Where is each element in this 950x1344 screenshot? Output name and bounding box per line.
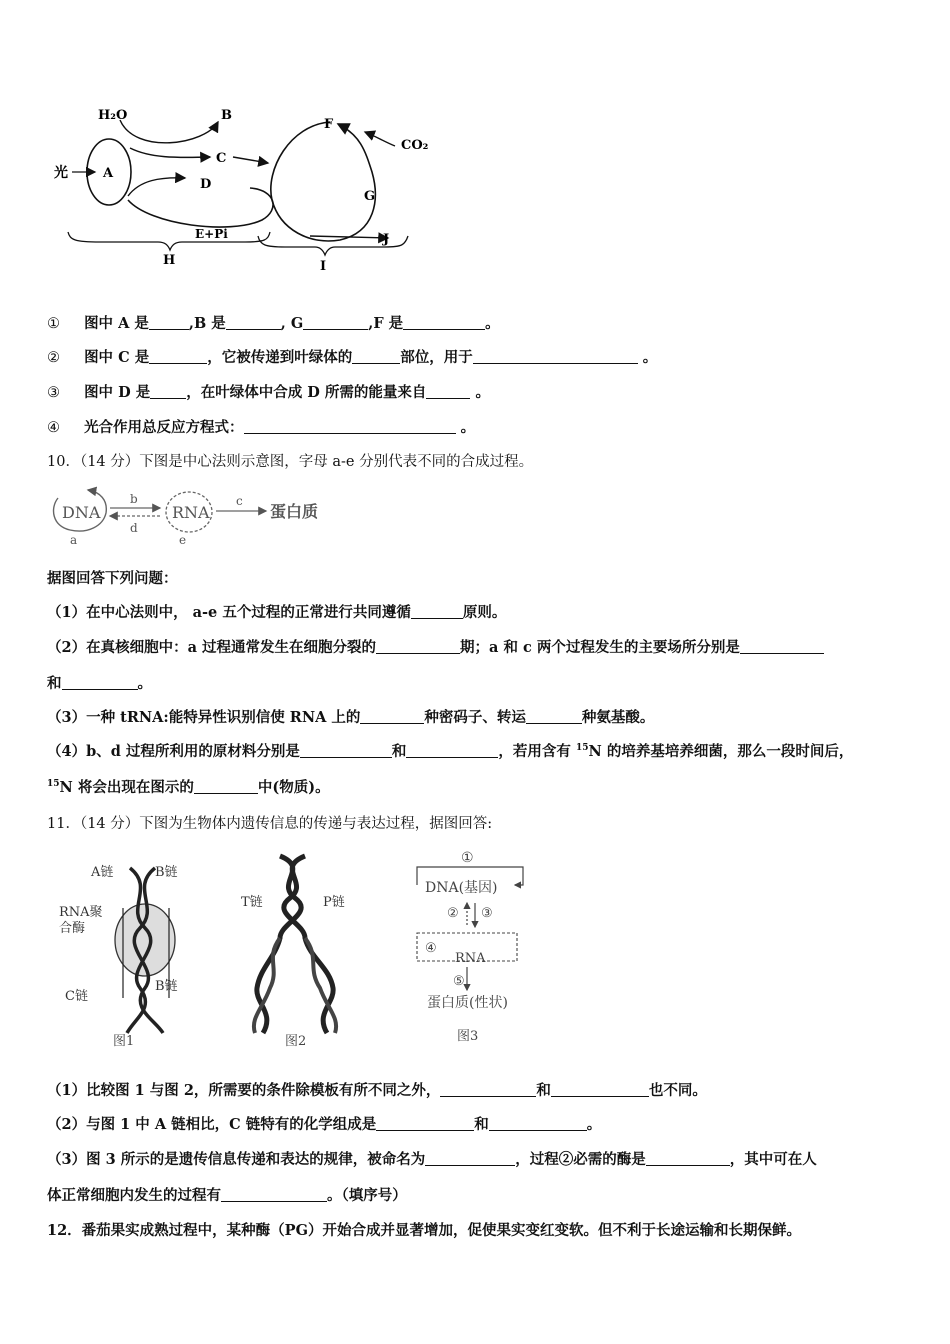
q9-item-2-text-4: 。 (637, 349, 658, 366)
central-dogma-diagram (48, 478, 348, 548)
q9-item-3-num: ③ (47, 385, 60, 401)
q9-blank-g[interactable] (303, 315, 368, 330)
fig1-a-chain: A链 (91, 865, 114, 880)
q11-sub-3-cont-text-1: 体正常细胞内发生的过程有 (47, 1187, 221, 1204)
q9-blank-d[interactable] (150, 384, 186, 399)
q10-sub-1 (47, 601, 506, 622)
q10-blank-principle[interactable] (411, 604, 463, 619)
q10-blank-b-material[interactable] (300, 743, 392, 758)
fig1-rna-pol: RNA聚 (59, 905, 103, 920)
label-g: G (364, 189, 376, 204)
q9-item-4-text-1: 光合作用总反应方程式： (84, 419, 244, 436)
q10-sub-2-text-1: （2）在真核细胞中：a 过程通常发生在细胞分裂的 (47, 639, 377, 656)
q10-sub-2-cont-text-2: 。 (137, 675, 152, 692)
fig3-n4: ④ (425, 941, 437, 956)
q10-blank-site-a[interactable] (740, 639, 824, 654)
q10-sub-4-text-3: ，若用含有 (498, 743, 576, 760)
q11-sub-2 (47, 1113, 601, 1134)
q11-blank-rule[interactable] (425, 1151, 515, 1166)
q10-sub-3-text-1: （3）一种 tRNA:能特异性识别信使 RNA 上的 (47, 709, 361, 726)
q9-item-1-num: ① (47, 316, 60, 332)
label-h2o: H₂O (98, 108, 128, 123)
dna-label: DNA (62, 503, 101, 522)
label-d: D (200, 177, 212, 192)
label-c-process: c (236, 494, 243, 508)
q9-blank-d-energy[interactable] (426, 384, 470, 399)
q11-blank-condition-2[interactable] (551, 1082, 649, 1097)
q11-sub-2-text-1: （2）与图 1 中 A 链相比，C 链特有的化学组成是 (47, 1116, 377, 1133)
q10-blank-amino-acids[interactable] (526, 709, 582, 724)
d-return-loop (128, 188, 273, 227)
q10-sub-4-text-1: （4）b、d 过程所利用的原材料分别是 (47, 743, 300, 760)
q9-item-2-text-1: 图中 C 是 (84, 349, 150, 366)
label-f: F (324, 117, 334, 132)
q9-item-1-text-1: 图中 A 是 (84, 315, 149, 332)
q11-sub-1-text-1: （1）比较图 1 与图 2，所需要的条件除模板有所不同之外， (47, 1082, 441, 1099)
fig3-n5: ⑤ (453, 974, 465, 989)
q10-sub-4-isotope: 15 (575, 743, 589, 753)
q10-sub-4-text-2: 和 (391, 743, 407, 760)
label-epi: E+Pi (195, 227, 228, 241)
q11-sub-2-text-3: 。 (586, 1116, 602, 1133)
q10-title: 10．（14 分）下图是中心法则示意图，字母 a-e 分别代表不同的合成过程。 (47, 454, 534, 470)
q11-sub-3-cont-text-2: 。（填序号） (327, 1187, 407, 1204)
arrow-to-b (120, 120, 218, 143)
q9-blank-equation[interactable] (244, 419, 456, 434)
fig1-rna-pol-2: 合酶 (59, 921, 86, 936)
q9-item-3-text-2: ，在叶绿体中合成 D 所需的能量来自 (186, 384, 427, 401)
q9-blank-a[interactable] (149, 315, 189, 330)
q9-item-2 (47, 346, 657, 367)
q10-blank-d-material[interactable] (406, 743, 498, 758)
q11-sub-3-text-3: ，其中可在人 (729, 1151, 817, 1168)
fig3-rna: RNA (455, 951, 486, 966)
q11-title: 11．（14 分）下图为生物体内遗传信息的传递与表达过程，据图回答: (47, 816, 493, 832)
label-b-process: b (130, 492, 138, 506)
calvin-cycle (271, 122, 375, 241)
q11-sub-2-text-2: 和 (474, 1116, 489, 1133)
label-h: H (163, 253, 176, 268)
fig1-b-chain: B链 (155, 865, 178, 880)
fig3-caption: 图3 (457, 1029, 479, 1044)
q11-blank-composition-1[interactable] (376, 1116, 474, 1131)
q10-sub-3-text-3: 种氨基酸。 (581, 709, 655, 726)
q9-item-4-num: ④ (47, 420, 60, 436)
q10-sub-2-text-2: 期；a 和 c 两个过程发生的主要场所分别是 (460, 639, 740, 656)
q9-blank-c-site[interactable] (352, 349, 400, 364)
brace-h (68, 232, 270, 250)
q9-blank-c-use[interactable] (473, 349, 638, 364)
arrow-to-d (128, 178, 185, 196)
fig3-n2: ② (447, 906, 459, 921)
q9-blank-c[interactable] (149, 349, 207, 364)
q11-sub-3-text-1: （3）图 3 所示的是遗传信息传递和表达的规律，被命名为 (47, 1151, 426, 1168)
q9-item-2-text-3: 部位，用于 (400, 349, 473, 366)
fig2-t-chain: T链 (241, 895, 263, 910)
label-a: A (103, 166, 114, 181)
fig1-c-chain: C链 (65, 989, 88, 1004)
q11-figure-2 (235, 848, 365, 1053)
q11-sub-3 (47, 1148, 817, 1169)
co2-arrow (365, 132, 395, 146)
q9-item-4 (47, 416, 475, 437)
fig3-n1: ① (461, 850, 474, 866)
label-j: J (383, 232, 390, 247)
q10-sub-1-text-2: 原则。 (462, 604, 507, 621)
q10-sub-4-cont-isotope: 15 (47, 779, 60, 789)
q11-sub-1-text-2: 和 (536, 1082, 551, 1099)
q10-sub-4 (47, 740, 853, 761)
q9-item-3 (47, 381, 490, 402)
fig2-p-chain: P链 (323, 895, 345, 910)
q9-blank-f[interactable] (403, 315, 485, 330)
label-light: 光 (54, 165, 68, 181)
q10-blank-codons[interactable] (360, 709, 424, 724)
q11-blank-condition-1[interactable] (440, 1082, 536, 1097)
fig2-caption: 图2 (285, 1034, 307, 1049)
q10-sub-4-cont-text-2: 中(物质)。 (257, 779, 330, 796)
q10-sub-4-cont (47, 776, 330, 797)
q9-item-4-text-2: 。 (455, 419, 476, 436)
q9-item-1-text-5: 。 (485, 315, 500, 332)
q9-item-3-text-1: 图中 D 是 (84, 384, 151, 401)
q10-sub-3-text-2: 种密码子、转运 (424, 709, 526, 726)
q9-item-1-text-2: ,B 是 (188, 315, 226, 332)
fig1-b-chain-2: B链 (155, 979, 178, 994)
fig3-protein: 蛋白质(性状) (427, 995, 508, 1011)
q11-blank-composition-2[interactable] (489, 1116, 587, 1131)
fig1-caption: 图1 (113, 1034, 135, 1049)
q10-sub-3 (47, 706, 654, 727)
q10-sub-2-cont (47, 672, 152, 693)
label-a-process: a (70, 533, 78, 547)
c-to-cycle-arrow (233, 157, 268, 163)
q10-intro: 据图回答下列问题： (47, 570, 178, 587)
q11-sub-3-cont (47, 1184, 407, 1205)
q12-title: 12．番茄果实成熟过程中，某种酶（PG）开始合成并显著增加，促使果实变红变软。但不利于长途运输和长期保鲜。 (47, 1222, 801, 1239)
rna-label: RNA (172, 503, 210, 522)
arrow-to-c (130, 148, 210, 157)
q11-blank-enzyme[interactable] (646, 1151, 730, 1166)
label-c: C (216, 151, 227, 166)
q11-sub-3-text-2: ，过程②必需的酶是 (515, 1151, 646, 1168)
photosynthesis-diagram (40, 100, 460, 275)
label-b: B (221, 108, 232, 123)
label-co2: CO₂ (401, 138, 429, 153)
q10-sub-1-text-1: （1）在中心法则中， a-e 五个过程的正常进行共同遵循 (47, 604, 411, 621)
label-i: I (320, 259, 327, 274)
q9-item-1-text-4: ,F 是 (368, 315, 404, 332)
q11-sub-1-text-3: 也不同。 (648, 1082, 707, 1099)
q10-sub-4-cont-text-1: N 将会出现在图示的 (59, 779, 194, 796)
fig3-n3: ③ (481, 906, 493, 921)
q9-item-3-text-3: 。 (470, 384, 490, 401)
q11-sub-1 (47, 1079, 707, 1100)
q10-sub-2 (47, 636, 824, 657)
q9-item-1-text-3: , G (280, 315, 304, 332)
q9-item-2-text-2: ，它被传递到叶绿体的 (207, 349, 353, 366)
q9-item-1 (47, 312, 500, 333)
q11-figure-1 (55, 848, 205, 1053)
q10-blank-substance[interactable] (194, 779, 258, 794)
q9-item-2-num: ② (47, 350, 60, 366)
label-d-process: d (130, 521, 138, 535)
q10-sub-2-cont-text-1: 和 (47, 675, 62, 692)
q10-blank-site-c[interactable] (62, 675, 138, 690)
arrow-to-j (310, 236, 388, 238)
q11-blank-processes[interactable] (221, 1187, 327, 1202)
q10-sub-4-text-4: N 的培养基培养细菌，那么一段时间后， (588, 743, 854, 760)
q10-blank-phase[interactable] (376, 639, 460, 654)
q11-figure-3 (405, 845, 540, 1050)
q9-blank-b[interactable] (226, 315, 281, 330)
protein-label: 蛋白质 (270, 502, 319, 521)
label-e-process: e (179, 533, 187, 547)
fig3-dna: DNA(基因) (425, 880, 498, 896)
